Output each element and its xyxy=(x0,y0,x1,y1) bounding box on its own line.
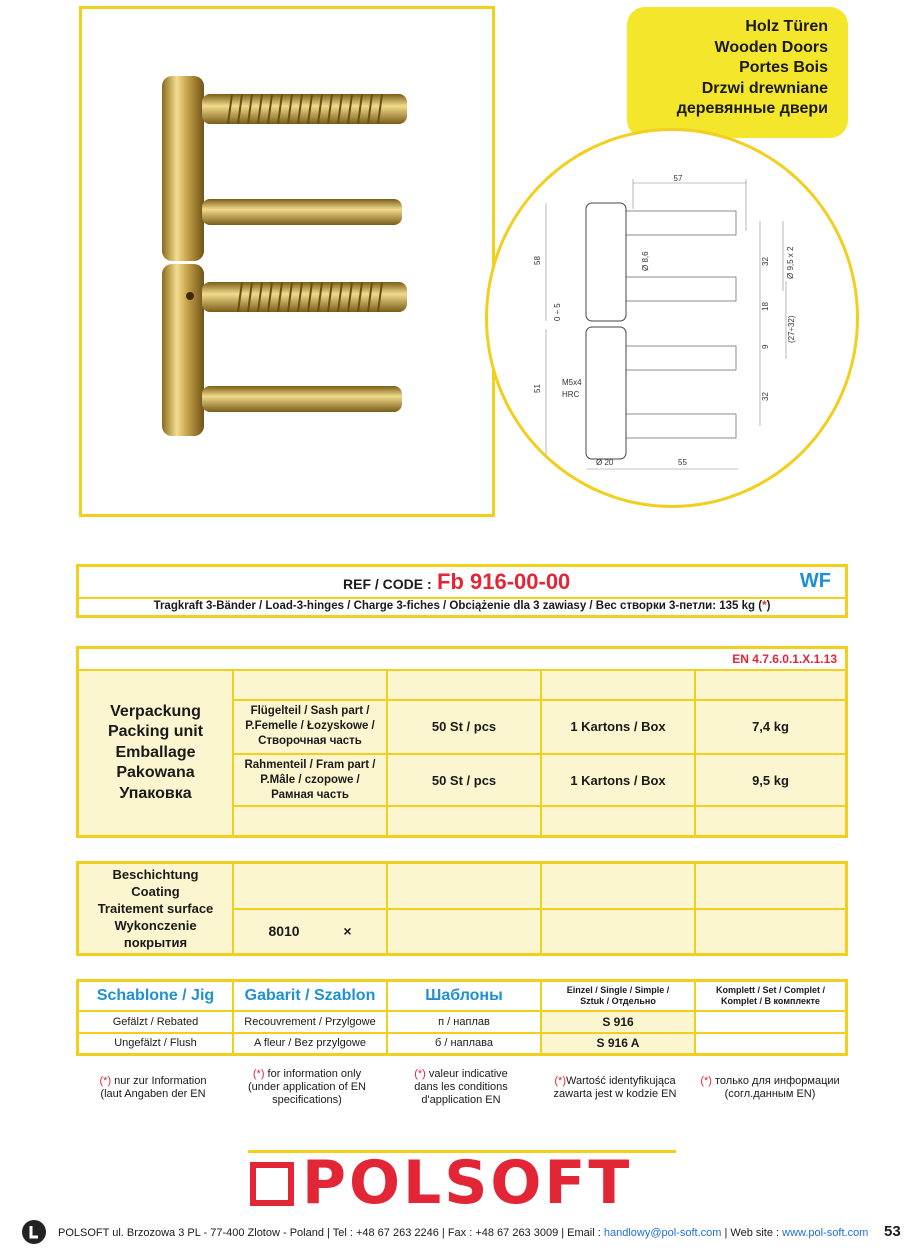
jig-table xyxy=(76,979,848,1056)
jig-cell: Ungefälzt / Flush xyxy=(78,1033,234,1055)
dim-label: 18 xyxy=(761,302,770,311)
technical-drawing xyxy=(488,131,856,505)
box-cell: 1 Kartons / Box xyxy=(541,754,695,806)
note xyxy=(384,1068,538,1107)
dim-label: 9 xyxy=(761,344,770,349)
note-star: (*) xyxy=(99,1075,112,1087)
footer-contact xyxy=(58,1227,868,1239)
coating-label xyxy=(78,863,234,955)
jig-cell: п / наплав xyxy=(387,1011,541,1033)
page-number: 53 xyxy=(884,1223,901,1240)
part-line: Rahmenteil / Fram part / xyxy=(244,758,376,771)
product-code: Fb 916-00-00 xyxy=(437,569,571,594)
coating-label-line: Beschichtung xyxy=(112,867,199,882)
note-star: (*) xyxy=(414,1068,426,1080)
coating-value: 8010 xyxy=(268,923,300,940)
tag-line: Wooden Doors xyxy=(714,38,828,56)
empty-cell xyxy=(541,670,695,700)
note-line: valeur indicative xyxy=(425,1068,508,1080)
footer-address: POLSOFT ul. Brzozowa 3 PL - 77-400 Zlotow - Poland | Tel : +48 67 263 2246 | Fax : +48 67 263 3009 | Email : xyxy=(58,1227,604,1239)
note-star: (*) xyxy=(554,1075,566,1087)
jig-cell: Gefälzt / Rebated xyxy=(78,1011,234,1033)
polsoft-logo xyxy=(248,1148,676,1218)
empty-cell xyxy=(233,863,387,909)
page-marker-icon xyxy=(22,1220,46,1244)
single-line: Einzel / Single / Simple / xyxy=(566,984,670,995)
load-end: ) xyxy=(766,600,771,612)
part-line: Створочная часть xyxy=(258,735,362,748)
jig-header: Шаблоны xyxy=(387,981,541,1011)
dim-label: 0 ÷ 5 xyxy=(553,303,562,321)
empty-cell xyxy=(233,670,387,700)
door-type-tag xyxy=(627,7,848,138)
load-star: * xyxy=(762,600,767,612)
part-line: Flügelteil / Sash part / xyxy=(250,705,370,718)
ref-label: REF / CODE : xyxy=(343,576,432,592)
coating-mark: × xyxy=(343,923,352,940)
note-line: for information only xyxy=(264,1068,362,1080)
note-line: (under application of EN xyxy=(247,1081,366,1093)
tag-line: Portes Bois xyxy=(739,59,828,77)
note xyxy=(692,1075,848,1101)
empty-cell xyxy=(695,670,847,700)
jig-header: Schablone / Jig xyxy=(78,981,234,1011)
note-line: zawarta jest w kodzie EN xyxy=(553,1088,677,1100)
note-star: (*) xyxy=(700,1075,712,1087)
reference-line xyxy=(79,567,845,599)
dim-label: 32 xyxy=(761,392,770,401)
dim-label: (27÷32) xyxy=(787,315,796,343)
jig-cell: Recouvrement / Przylgowe xyxy=(233,1011,387,1033)
coating-value-cell xyxy=(233,909,387,955)
dim-label: M5x4 xyxy=(562,378,582,387)
note-line: dans les conditions xyxy=(414,1081,508,1093)
dim-label: 55 xyxy=(678,458,687,467)
coating-label-line: Coating xyxy=(131,884,180,899)
empty-cell xyxy=(233,806,387,836)
packing-label-line: Verpackung xyxy=(110,702,201,720)
dim-label: 32 xyxy=(761,257,770,266)
packing-label xyxy=(78,670,234,837)
logo-text: POLSOFT xyxy=(302,1148,633,1218)
jig-single-cell: S 916 A xyxy=(541,1033,695,1055)
reference-box xyxy=(76,564,848,618)
empty-cell xyxy=(387,863,541,909)
packing-label-line: Pakowana xyxy=(116,764,195,782)
box-cell: 1 Kartons / Box xyxy=(541,700,695,754)
packing-label-line: Упаковка xyxy=(119,784,192,802)
note-line: nur zur Information xyxy=(111,1075,207,1087)
dim-label: Ø 9,5 x 2 xyxy=(786,246,795,279)
logo-square-icon xyxy=(250,1162,294,1206)
note-line: (согл.данным EN) xyxy=(724,1088,816,1100)
footer-web-link[interactable]: www.pol-soft.com xyxy=(782,1227,869,1239)
empty-cell xyxy=(387,806,541,836)
note-line: d'application EN xyxy=(421,1094,501,1106)
wf-label: WF xyxy=(799,570,831,592)
coating-table xyxy=(76,861,848,956)
empty-cell xyxy=(695,806,847,836)
weight-cell: 7,4 kg xyxy=(695,700,847,754)
load-text: Tragkraft 3-Bänder / Load-3-hinges / Charge 3-fiches / Obciążenie dla 3 zawiasy / Вес створки 3-петли: 135 kg ( xyxy=(153,600,763,612)
coating-label-line: Traitement surface xyxy=(97,901,214,916)
technical-drawing-frame xyxy=(485,128,859,508)
qty-cell: 50 St / pcs xyxy=(387,700,541,754)
jig-header-single xyxy=(541,981,695,1011)
note-star: (*) xyxy=(252,1068,265,1080)
coating-label-line: Wykonczenie xyxy=(114,918,197,933)
part-cell xyxy=(233,700,387,754)
product-photo-frame xyxy=(79,6,495,517)
part-line: P.Mâle / czopowe / xyxy=(260,773,360,786)
set-line: Komplet / В комплекте xyxy=(721,995,820,1006)
dim-label: HRC xyxy=(562,390,580,399)
weight-cell: 9,5 kg xyxy=(695,754,847,806)
dim-label: 57 xyxy=(673,174,683,183)
empty-cell xyxy=(387,670,541,700)
empty-cell xyxy=(541,806,695,836)
qty-cell: 50 St / pcs xyxy=(387,754,541,806)
note-line: Wartość identyfikująca xyxy=(565,1075,676,1087)
coating-label-line: покрытия xyxy=(123,935,188,950)
tag-line: Holz Türen xyxy=(745,18,828,35)
part-line: Рамная часть xyxy=(271,788,349,801)
hinge-photo xyxy=(82,9,492,514)
tag-line: деревянные двери xyxy=(676,100,828,118)
jig-cell: б / наплава xyxy=(387,1033,541,1055)
load-capacity xyxy=(79,600,845,612)
empty-cell xyxy=(541,863,695,909)
note xyxy=(538,1075,692,1101)
part-line: P.Femelle / Łozyskowe / xyxy=(245,720,375,733)
empty-cell xyxy=(695,909,847,955)
jig-set-cell xyxy=(695,1011,847,1033)
jig-single-cell: S 916 xyxy=(541,1011,695,1033)
empty-cell xyxy=(387,909,541,955)
en-code: EN 4.7.6.0.1.X.1.13 xyxy=(78,648,847,670)
empty-cell xyxy=(695,863,847,909)
jig-set-cell xyxy=(695,1033,847,1055)
part-cell xyxy=(233,754,387,806)
note-line: (laut Angaben der EN xyxy=(100,1088,206,1100)
packing-label-line: Packing unit xyxy=(107,723,204,741)
footer-email-link[interactable]: handlowy@pol-soft.com xyxy=(603,1227,722,1239)
jig-header-set xyxy=(695,981,847,1011)
empty-cell xyxy=(541,909,695,955)
jig-cell: A fleur / Bez przylgowe xyxy=(233,1033,387,1055)
single-line: Sztuk / Отдельно xyxy=(580,995,656,1006)
dim-label: Ø 20 xyxy=(596,458,614,467)
footer xyxy=(0,1218,916,1248)
set-line: Komplett / Set / Complet / xyxy=(715,984,825,995)
dim-label: Ø 8,6 xyxy=(641,251,650,271)
dim-label: 58 xyxy=(533,256,542,265)
note xyxy=(230,1068,384,1107)
packing-label-line: Emballage xyxy=(115,743,196,761)
note-line: только для информации xyxy=(711,1075,840,1087)
tag-line: Drzwi drewniane xyxy=(701,79,828,97)
dim-label: 51 xyxy=(533,384,542,393)
packing-table xyxy=(76,646,848,838)
note xyxy=(76,1075,230,1101)
footer-web-label: | Web site : xyxy=(721,1227,783,1239)
note-line: specifications) xyxy=(272,1094,342,1106)
jig-header: Gabarit / Szablon xyxy=(233,981,387,1011)
